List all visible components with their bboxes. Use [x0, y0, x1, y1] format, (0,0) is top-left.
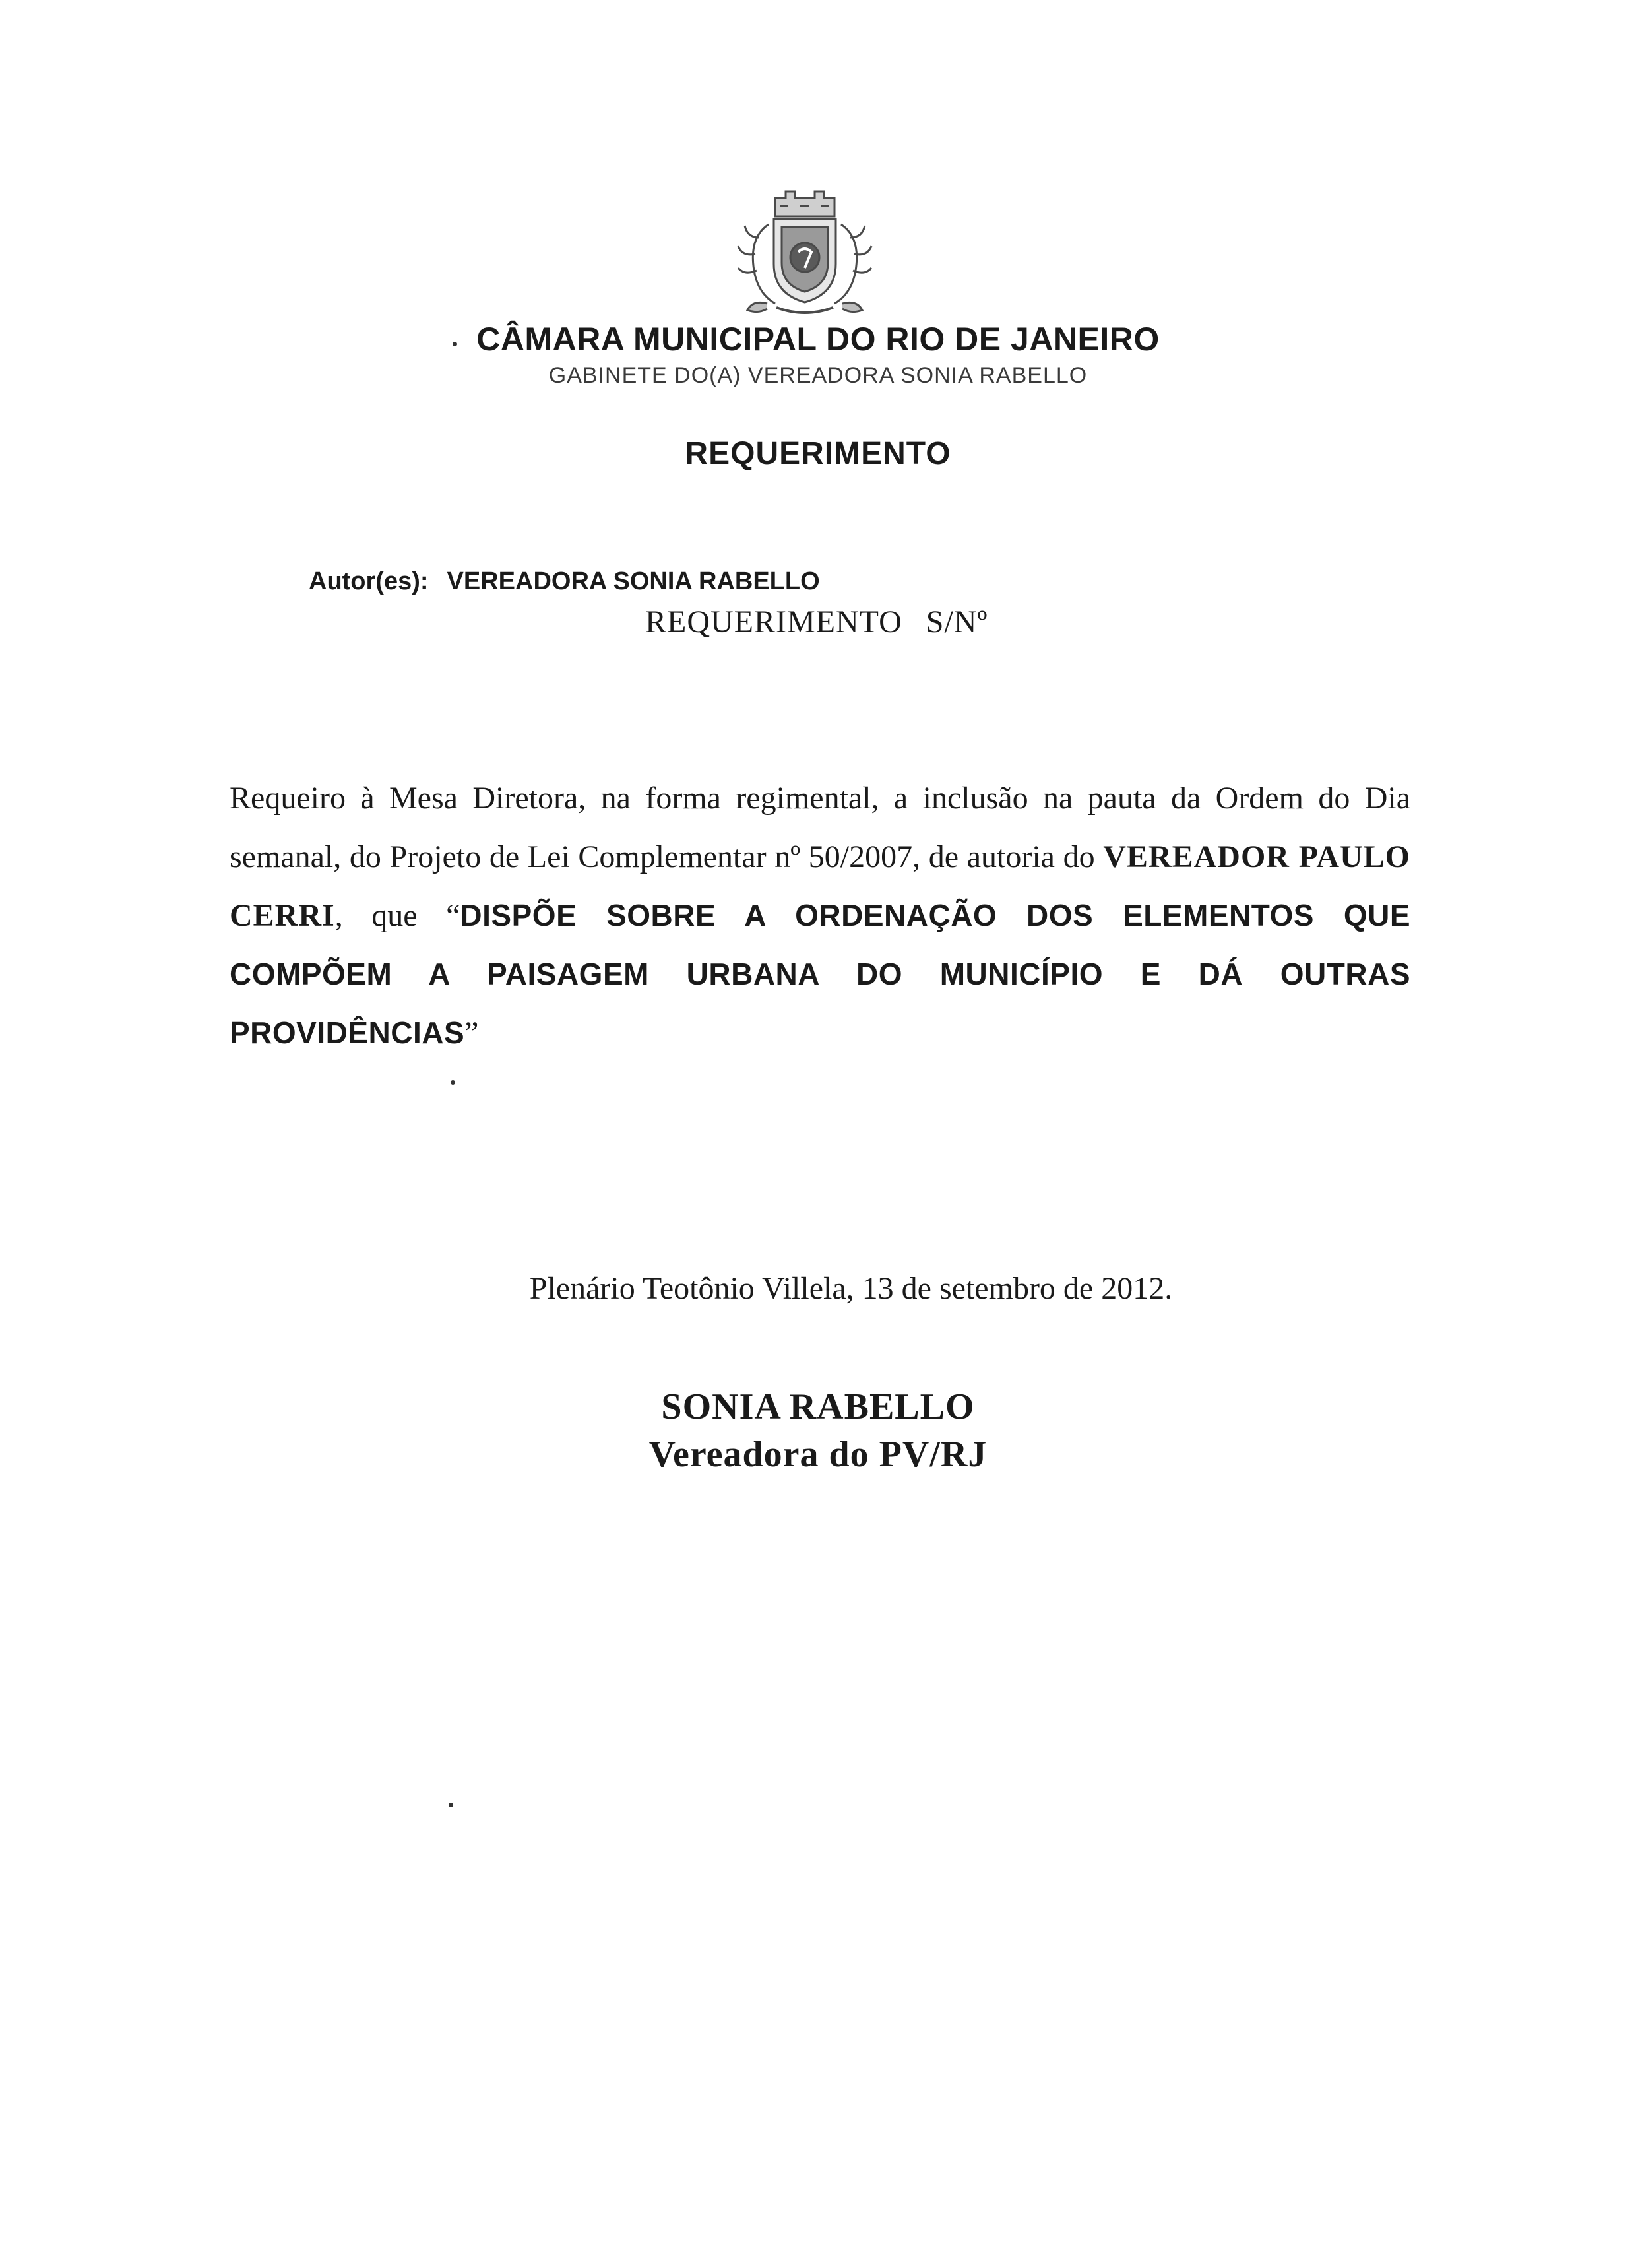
bill-author-name: VEREADOR PAULO CERRI — [230, 839, 1411, 933]
body-text-connector: , que “ — [334, 898, 460, 933]
document-title: REQUERIMENTO — [685, 436, 951, 471]
signer-name: SONIA RABELLO — [661, 1386, 975, 1427]
body-text-close-quote: ” — [464, 1016, 479, 1051]
office-name: GABINETE DO(A) VEREADORA SONIA RABELLO — [548, 363, 1088, 388]
request-number-word: REQUERIMENTO — [645, 604, 902, 639]
authors-value: VEREADORA SONIA RABELLO — [447, 567, 820, 595]
scan-speck — [451, 1080, 455, 1085]
authors-line — [309, 567, 820, 596]
coat-of-arms-icon — [729, 178, 881, 320]
request-body — [230, 769, 1410, 1062]
institution-name: CÂMARA MUNICIPAL DO RIO DE JANEIRO — [476, 321, 1160, 358]
request-number-value: S/Nº — [926, 604, 988, 639]
scan-speck — [449, 1803, 453, 1807]
bill-subject: DISPÕE SOBRE A ORDENAÇÃO DOS ELEMENTOS QUE COMPÕEM A PAISAGEM URBANA DO MUNICÍPIO E DÁ OUTRAS PROVIDÊNCIAS — [230, 898, 1411, 1050]
place-and-date: Plenário Teotônio Villela, 13 de setembro de 2012. — [529, 1271, 1173, 1306]
body-text-intro: Requeiro à Mesa Diretora, na forma regimental, a inclusão na pauta da Ordem do Dia semanal, do Projeto de Lei Complementar nº 50/2007, de autoria do — [230, 781, 1410, 874]
authors-label: Autor(es): — [309, 567, 429, 595]
request-number — [645, 604, 988, 640]
signer-role: Vereadora do PV/RJ — [648, 1434, 988, 1475]
